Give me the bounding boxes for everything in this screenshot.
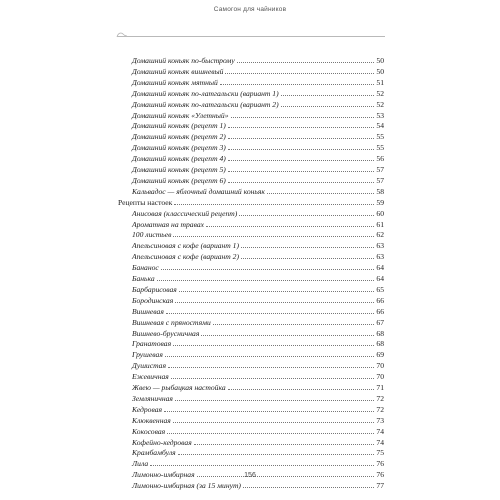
- toc-entry-page: 57: [376, 175, 384, 185]
- dot-leader: [171, 371, 375, 379]
- toc-entry: [132, 382, 384, 393]
- toc-entry-title: Земляничная: [132, 393, 173, 403]
- dot-leader: [228, 164, 375, 172]
- toc-entry-title: Домашний коньяк (рецепт 6): [132, 175, 226, 185]
- toc-entry-page: 60: [376, 208, 384, 218]
- toc-entry-page: 51: [376, 77, 384, 87]
- toc-entry-title: Домашний коньяк (рецепт 3): [132, 143, 226, 153]
- toc-entry-title: Вишневая с пряностями: [132, 317, 211, 327]
- toc-entry: [132, 175, 384, 186]
- toc-entry: [132, 458, 384, 469]
- toc-entry: [132, 273, 384, 284]
- toc-entry-title: Банька: [132, 274, 155, 283]
- toc-entry: [132, 415, 384, 426]
- dot-leader: [228, 142, 375, 150]
- toc-section-entry: [118, 197, 384, 208]
- toc-entry: [132, 55, 384, 66]
- toc-entry-title: Барбарисовая: [132, 284, 177, 294]
- toc-entry-page: 65: [376, 284, 384, 294]
- toc-entry-page: 76: [376, 459, 384, 469]
- dot-leader: [167, 426, 374, 434]
- dot-leader: [228, 120, 375, 128]
- dot-leader: [228, 153, 375, 161]
- dot-leader: [165, 349, 375, 357]
- toc-entry-title: Домашний коньяк по-латгальски (вариант 2): [132, 99, 279, 109]
- dot-leader: [179, 284, 375, 292]
- dot-leader: [166, 306, 375, 314]
- page-number: 156: [244, 472, 256, 479]
- toc-entry-page: 72: [376, 404, 384, 414]
- toc-entry: [132, 480, 384, 491]
- toc-entry: [132, 426, 384, 437]
- toc-entry-page: 63: [376, 252, 384, 262]
- dot-leader: [237, 55, 375, 63]
- toc-entry: [132, 219, 384, 230]
- toc-entry-title: Домашний коньяк (рецепт 2): [132, 132, 226, 142]
- toc-entry-title: Домашний коньяк вишневый: [132, 66, 224, 76]
- toc-entry-page: 58: [376, 186, 384, 196]
- toc-entry: [132, 120, 384, 131]
- toc-entry: [132, 262, 384, 273]
- toc-entry-page: 52: [376, 99, 384, 109]
- dot-leader: [231, 110, 375, 118]
- toc-entry-page: 72: [376, 393, 384, 403]
- toc-entry-title: Бананос: [132, 263, 159, 273]
- toc-entry: [132, 371, 384, 382]
- toc-entry-title: Бородинская: [132, 295, 174, 305]
- dot-leader: [157, 273, 375, 281]
- dot-leader: [168, 360, 374, 368]
- toc-entry-title: Ароматная на травах: [132, 219, 205, 229]
- toc-entry-page: 69: [376, 350, 384, 360]
- toc-entry-title: Рецепты настоек: [118, 197, 173, 207]
- toc-entry: [132, 328, 384, 339]
- toc-entry-page: 56: [376, 154, 384, 164]
- toc-entry-page: 64: [376, 274, 384, 283]
- toc-entry-title: Домашний коньяк «Улетный»: [132, 110, 229, 120]
- toc-entry-title: Грушевая: [132, 350, 163, 360]
- toc-entry-page: 66: [376, 306, 384, 316]
- dot-leader: [228, 382, 375, 390]
- toc-entry-title: Домашний коньяк мятный: [132, 77, 218, 87]
- dot-leader: [241, 251, 374, 259]
- toc-entry-title: Лила: [132, 459, 149, 469]
- toc-entry: [132, 142, 384, 153]
- toc-entry-title: Крамбамбуля: [132, 448, 176, 458]
- toc-entry-page: 64: [376, 263, 384, 273]
- toc-entry-page: 59: [376, 197, 384, 207]
- toc-entry-page: 50: [376, 56, 384, 65]
- dot-leader: [228, 131, 375, 139]
- toc-entry-title: Апельсиновая с кофе (вариант 2): [132, 252, 240, 262]
- toc-entry-page: 66: [376, 295, 384, 305]
- toc-entry: [132, 110, 384, 121]
- toc-entry-page: 62: [376, 230, 384, 240]
- toc-entry-title: Домашний коньяк (рецепт 5): [132, 165, 226, 174]
- toc-entry-title: Кальвадос — яблочный домашний коньяк: [132, 186, 265, 196]
- toc-entry: [132, 88, 384, 99]
- toc-entry: [132, 437, 384, 448]
- dot-leader: [178, 447, 375, 455]
- toc-entry-page: 52: [376, 88, 384, 98]
- toc-entry-page: 57: [376, 165, 384, 174]
- toc-entry-title: Лимонно-имбирная: [132, 470, 195, 480]
- toc-entry-page: 74: [376, 437, 384, 447]
- toc-entry-page: 70: [376, 361, 384, 371]
- toc-entry-page: 53: [376, 110, 384, 120]
- dot-leader: [174, 197, 374, 205]
- dot-leader: [161, 262, 375, 270]
- toc-entry: [132, 284, 384, 295]
- toc-entry-page: 63: [376, 241, 384, 251]
- toc-entry-title: Домашний коньяк (рецепт 1): [132, 121, 226, 131]
- toc-entry: [132, 295, 384, 306]
- dot-leader: [213, 317, 375, 325]
- toc-entry-title: Вишневая: [132, 306, 164, 316]
- toc-entry-title: Вишнево-брусничная: [132, 328, 200, 338]
- dot-leader: [225, 66, 374, 74]
- toc-entry-page: 50: [376, 66, 384, 76]
- toc-entry: [132, 338, 384, 349]
- toc-entry-title: Домашний коньяк по-быстрому: [132, 56, 235, 65]
- dot-leader: [228, 175, 375, 183]
- toc-entry: [132, 393, 384, 404]
- toc-entry: [132, 349, 384, 360]
- toc-entry-title: Клюквенная: [132, 415, 171, 425]
- dot-leader: [173, 229, 374, 237]
- toc-entry: [132, 306, 384, 317]
- toc-entry-title: Кедровая: [132, 404, 163, 414]
- dot-leader: [220, 77, 375, 85]
- toc-entry-page: 61: [376, 219, 384, 229]
- dot-leader: [164, 404, 374, 412]
- toc-entry: [132, 66, 384, 77]
- header-rule: [117, 36, 385, 37]
- toc-entry: [132, 229, 384, 240]
- toc-entry-title: 100 листьев: [132, 230, 172, 240]
- toc-entry-title: Лимонно-имбирная (за 15 минут): [132, 481, 241, 491]
- toc-entry: [132, 317, 384, 328]
- dot-leader: [281, 88, 375, 96]
- toc-entry-page: 74: [376, 426, 384, 436]
- toc-entry-title: Кофейно-кедровая: [132, 437, 192, 447]
- toc-entry-page: 68: [376, 339, 384, 349]
- toc-entry-title: Гранатовая: [132, 339, 172, 349]
- toc-entry: [132, 240, 384, 251]
- toc-entry-page: 73: [376, 415, 384, 425]
- toc-entry-page: 75: [376, 448, 384, 458]
- toc-entry-title: Кокосовая: [132, 426, 166, 436]
- toc-entry-title: Анисовая (классический рецепт): [132, 208, 238, 218]
- dot-leader: [239, 208, 374, 216]
- dot-leader: [206, 219, 374, 227]
- toc-entry-title: Домашний коньяк (рецепт 4): [132, 154, 226, 164]
- toc-entry-title: Жвею — рыбацкая настойка: [132, 383, 226, 392]
- dot-leader: [173, 338, 374, 346]
- toc-entry: [132, 251, 384, 262]
- toc-entry-page: 71: [376, 383, 384, 392]
- toc-entry-title: Домашний коньяк по-латгальски (вариант 1): [132, 88, 279, 98]
- toc-entry: [132, 404, 384, 415]
- toc-entry-title: Душистая: [132, 361, 167, 371]
- dot-leader: [281, 99, 375, 107]
- toc-entry-title: Апельсиновая с кофе (вариант 1): [132, 241, 240, 251]
- toc-entry-title: Ежевичная: [132, 372, 169, 382]
- toc-entry: [132, 186, 384, 197]
- toc-entry-page: 76: [376, 470, 384, 480]
- toc-entry: [132, 164, 384, 175]
- dot-leader: [175, 295, 374, 303]
- dot-leader: [150, 458, 374, 466]
- toc-entry: [132, 131, 384, 142]
- toc-entry: [132, 447, 384, 458]
- toc-entry-page: 77: [376, 481, 384, 491]
- toc-entry-page: 55: [376, 132, 384, 142]
- toc-entry: [132, 360, 384, 371]
- running-header: Самогон для чайников: [213, 6, 287, 13]
- dot-leader: [267, 186, 374, 194]
- toc-entry-page: 67: [376, 317, 384, 327]
- toc-entry-page: 68: [376, 328, 384, 338]
- dot-leader: [194, 437, 375, 445]
- toc-entry: [132, 153, 384, 164]
- dot-leader: [173, 415, 375, 423]
- toc-entry: [132, 99, 384, 110]
- dot-leader: [201, 328, 374, 336]
- toc-entry: [132, 77, 384, 88]
- dot-leader: [175, 393, 374, 401]
- dot-leader: [241, 240, 374, 248]
- toc-entry-page: 54: [376, 121, 384, 131]
- toc-entry-page: 55: [376, 143, 384, 153]
- toc-entry-page: 70: [376, 372, 384, 382]
- dot-leader: [243, 480, 374, 488]
- toc-entry: [132, 208, 384, 219]
